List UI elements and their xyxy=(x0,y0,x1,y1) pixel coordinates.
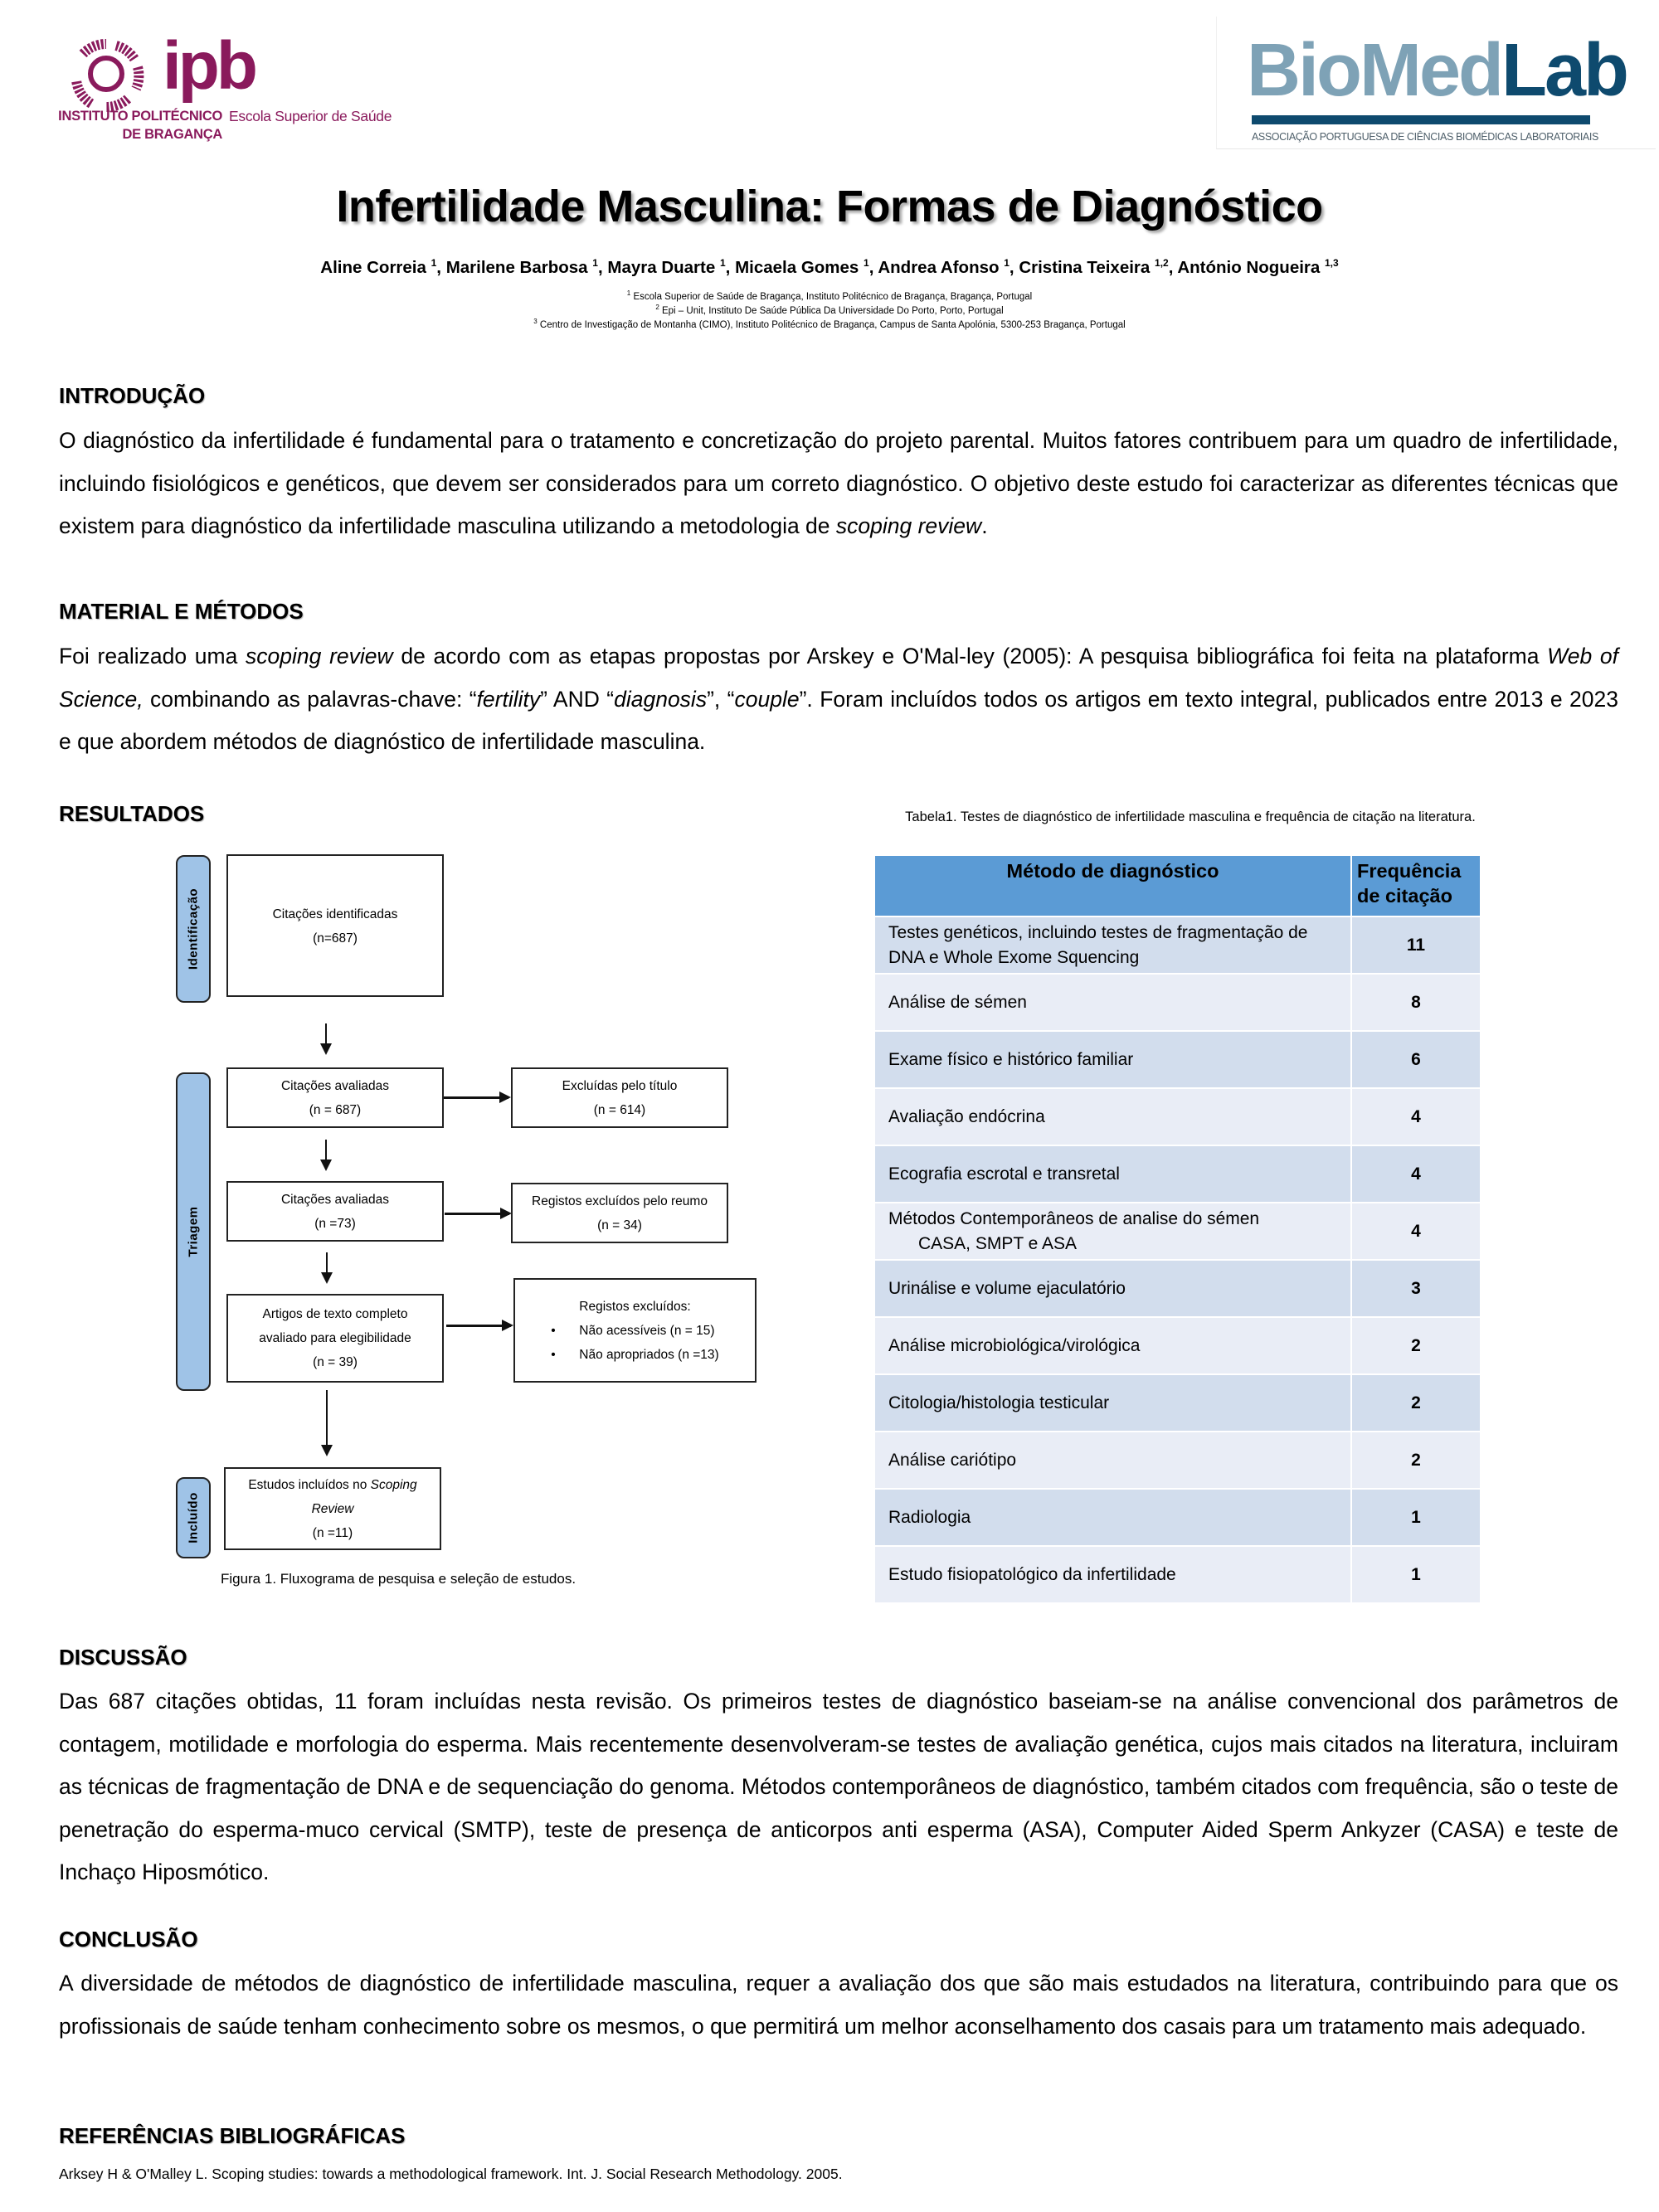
frequency-cell: 4 xyxy=(1351,1203,1481,1260)
table-row xyxy=(874,1546,1481,1603)
ipb-emblem-icon xyxy=(68,39,151,112)
author: Mayra Duarte $^1$ xyxy=(607,257,726,277)
discussion-text: Das 687 citações obtidas, 11 foram incluídas nesta revisão. Os primeiros testes de diagnóstico baseiam-se na análise convencional dos parâmetros de contagem, motilidade e morfologia do esperma. Mais recentemente desenvolveram-se testes de avaliação genética, cujos mais citados na literatura, incluiram as técnicas de fragmentação de DNA e de sequenciação do genoma. Métodos contemporâneos de diagnóstico, também citados com frequência, são o teste de penetração do esperma-muco cervical (SMTP), teste de presença de anticorpos anti esperma (ASA), Computer Aided Sperm Ankyzer (CASA) e teste de Inchaço Hiposmótico. xyxy=(59,1689,1618,1884)
arrow-right xyxy=(446,1325,511,1327)
frequency-cell: 3 xyxy=(1351,1260,1481,1317)
author-affiliation-mark: 1 xyxy=(719,257,726,269)
intro-heading: INTRODUÇÃO xyxy=(59,383,206,408)
reference-item: Arksey H & O'Malley L. Scoping studies: towards a methodological framework. Int. J. Social Research Methodology. 2005. xyxy=(59,2166,843,2182)
table-row xyxy=(874,1374,1481,1432)
discussion-heading: DISCUSSÃO xyxy=(59,1645,187,1670)
author: Marilene Barbosa $^1$ xyxy=(445,257,598,277)
box-count: (n =73) xyxy=(314,1216,356,1231)
method-cell: Estudo fisiopatológico da infertilidade xyxy=(874,1546,1351,1603)
author: Andrea Afonso $^1$ xyxy=(878,257,1010,277)
frequency-cell: 11 xyxy=(1351,916,1481,974)
ipb-letters: ipb xyxy=(163,28,255,104)
box-count: (n=687) xyxy=(313,931,358,946)
methods-heading: MATERIAL E MÉTODOS xyxy=(59,599,304,624)
frequency-cell: 2 xyxy=(1351,1317,1481,1374)
column-header-frequency: Frequência de citação xyxy=(1351,855,1481,916)
method-cell: Testes genéticos, incluindo testes de fragmentação de DNA e Whole Exome Squencing xyxy=(874,916,1351,974)
method-cell: Radiologia xyxy=(874,1489,1351,1546)
frequency-cell: 6 xyxy=(1351,1031,1481,1088)
method-cell: Ecografia escrotal e transretal xyxy=(874,1145,1351,1203)
frequency-cell: 2 xyxy=(1351,1374,1481,1432)
author: Cristina Teixeira $^{1,2}$ xyxy=(1019,257,1169,277)
phase-label: Incluído xyxy=(186,1492,201,1544)
results-heading: RESULTADOS xyxy=(59,801,205,826)
exclusion-item: • Não apropriados (n =13) xyxy=(551,1343,718,1367)
ipb-institution-line2: DE BRAGANÇA xyxy=(122,127,222,142)
arrow-down xyxy=(325,1140,327,1169)
ipb-institution-name xyxy=(48,107,222,143)
affiliation: $^2$ Epi – Unit, Instituto De Saúde Pública Da Universidade Do Porto, Porto, Portugal xyxy=(655,304,1004,316)
table-row xyxy=(874,1031,1481,1088)
arrow-down xyxy=(326,1390,328,1455)
ipb-logo xyxy=(48,28,405,145)
table-row xyxy=(874,1489,1481,1546)
phase-incluido xyxy=(176,1477,211,1558)
box-label: Artigos de texto completo xyxy=(262,1307,408,1321)
phase-label: Triagem xyxy=(186,1206,201,1257)
box-count: (n = 614) xyxy=(593,1102,646,1117)
method-cell: Análise de sémen xyxy=(874,974,1351,1031)
author-affiliation-mark: 1 xyxy=(431,257,437,269)
box-screened xyxy=(226,1067,444,1128)
box-label: Citações identificadas xyxy=(272,907,398,921)
author: Aline Correia $^1$ xyxy=(320,257,437,277)
arrow-right xyxy=(444,1096,508,1099)
table-row xyxy=(874,1088,1481,1145)
intro-text: O diagnóstico da infertilidade é fundamental para o tratamento e concretização do projeto parental. Muitos fatores contribuem para um quadro de infertilidade, incluindo fisiológicos e genéticos, que devem ser considerados para um correto diagnóstico. O objetivo deste estudo foi caracterizar as diferentes técnicas que existem para diagnóstico da infertilidade masculina utilizando a metodologia de scoping review. xyxy=(59,428,1618,538)
author-affiliation-mark: 1 xyxy=(592,257,598,269)
biomedlab-wordmark xyxy=(1247,29,1627,112)
author-affiliation-mark: 1,2 xyxy=(1155,257,1169,269)
frequency-cell: 8 xyxy=(1351,974,1481,1031)
frequency-cell: 1 xyxy=(1351,1546,1481,1603)
arrow-down xyxy=(325,1023,327,1053)
biomedlab-logo xyxy=(1216,17,1656,149)
box-label: Review xyxy=(311,1501,354,1516)
frequency-cell: 1 xyxy=(1351,1489,1481,1546)
method-cell: Análise cariótipo xyxy=(874,1432,1351,1489)
box-included xyxy=(224,1467,441,1550)
table-row xyxy=(874,1203,1481,1260)
box-label: Estudos incluídos no Scoping xyxy=(248,1477,417,1492)
box-fulltext xyxy=(226,1294,444,1383)
table-header-row xyxy=(874,855,1481,916)
frequency-cell: 4 xyxy=(1351,1145,1481,1203)
table-row xyxy=(874,916,1481,974)
biomedlab-subtitle: ASSOCIAÇÃO PORTUGUESA DE CIÊNCIAS BIOMÉDICAS LABORATORIAIS xyxy=(1252,131,1598,143)
arrow-down xyxy=(326,1252,328,1282)
author: Micaela Gomes $^1$ xyxy=(735,257,869,277)
frequency-cell: 2 xyxy=(1351,1432,1481,1489)
table-row xyxy=(874,1260,1481,1317)
methods-text: Foi realizado uma scoping review de acordo com as etapas propostas por Arskey e O'Mal-ley (2005): A pesquisa bibliográfica foi feita na plataforma Web of Science, combinando as palavras-chave: “fertility” AND “diagnosis”, “couple”. Foram incluídos todos os artigos em texto integral, publicados entre 2013 e 2023 e que abordem métodos de diagnóstico de infertilidade masculina. xyxy=(59,644,1618,754)
method-cell: Exame físico e histórico familiar xyxy=(874,1031,1351,1088)
box-excluded-abstract xyxy=(511,1183,728,1243)
frequency-cell: 4 xyxy=(1351,1088,1481,1145)
box-identified xyxy=(226,854,444,997)
box-label: avaliado para elegibilidade xyxy=(259,1331,411,1345)
table-row xyxy=(874,1432,1481,1489)
box-excluded-fulltext xyxy=(513,1278,757,1383)
author-affiliation-mark: 1 xyxy=(864,257,869,269)
references-heading: REFERÊNCIAS BIBLIOGRÁFICAS xyxy=(59,2123,406,2148)
affiliation: $^1$ Escola Superior de Saúde de Bragança, Instituto Politécnico de Bragança, Bragança, Portugal xyxy=(626,289,1033,302)
box-count: (n = 687) xyxy=(309,1102,362,1117)
box-label: Registos excluídos: xyxy=(579,1299,691,1314)
phase-identificacao xyxy=(176,855,211,1003)
diagnostic-methods-table xyxy=(873,854,1481,1604)
author: António Nogueira $^{1,3}$ xyxy=(1177,257,1339,277)
ipb-institution-line1: INSTITUTO POLITÉCNICO xyxy=(58,109,222,124)
method-cell: Avaliação endócrina xyxy=(874,1088,1351,1145)
author-affiliation-mark: 1 xyxy=(1004,257,1010,269)
author-list: Aline Correia $^1$, Marilene Barbosa $^1$, Mayra Duarte $^1$, Micaela Gomes $^1$, Andrea Afonso $^1$, Cristina Teixeira $^{1,2}$, António Nogueira $^{1,3}$ xyxy=(320,257,1339,277)
author-affiliation-mark: 1,3 xyxy=(1325,257,1339,269)
exclusion-item: • Não acessíveis (n = 15) xyxy=(551,1319,718,1343)
biomedlab-word-dark: Lab xyxy=(1501,29,1627,112)
box-label: Citações avaliadas xyxy=(280,1078,390,1093)
affiliation-list xyxy=(0,290,1659,333)
column-header-method: Método de diagnóstico xyxy=(874,855,1351,916)
method-cell: Citologia/histologia testicular xyxy=(874,1374,1351,1432)
table-row xyxy=(874,1145,1481,1203)
box-abstract-screened xyxy=(226,1181,444,1242)
conclusion-text: A diversidade de métodos de diagnóstico de infertilidade masculina, requer a avaliação dos que são mais estudados na literatura, contribuindo para que os profissionais de saúde tenham conhecimento sobre os mesmos, o que permitirá um melhor aconselhamento dos casais para um tratamento mais adequado. xyxy=(59,1971,1618,2039)
conclusion-heading: CONCLUSÃO xyxy=(59,1927,198,1952)
box-excluded-title xyxy=(511,1067,728,1128)
table-row xyxy=(874,974,1481,1031)
method-cell: Urinálise e volume ejaculatório xyxy=(874,1260,1351,1317)
biomedlab-word-light: BioMed xyxy=(1247,29,1501,112)
box-count: (n = 34) xyxy=(597,1218,642,1232)
box-count: (n = 39) xyxy=(313,1355,358,1369)
box-label: Registos excluídos pelo reumo xyxy=(532,1194,708,1208)
phase-label: Identificação xyxy=(186,887,201,970)
method-cell: Métodos Contemporâneos de analise do sémen CASA, SMPT e ASA xyxy=(874,1203,1351,1260)
poster-title: Infertilidade Masculina: Formas de Diagnóstico xyxy=(336,182,1323,231)
box-label: Excluídas pelo título xyxy=(562,1078,678,1093)
box-count: (n =11) xyxy=(312,1525,353,1540)
method-cell: Análise microbiológica/virológica xyxy=(874,1317,1351,1374)
ipb-school-name: Escola Superior de Saúde xyxy=(229,108,392,124)
table-row xyxy=(874,1317,1481,1374)
arrow-right xyxy=(445,1213,509,1215)
affiliation: $^3$ Centro de Investigação de Montanha (CIMO), Instituto Politécnico de Bragança, Campus de Santa Apolónia, 5300-253 Bragança, Portugal xyxy=(533,318,1126,330)
phase-triagem xyxy=(176,1072,211,1391)
biomedlab-underline xyxy=(1252,115,1590,124)
box-label: Citações avaliadas xyxy=(280,1192,390,1207)
figure-caption: Figura 1. Fluxograma de pesquisa e seleção de estudos. xyxy=(220,1571,577,1587)
table-caption: Tabela1. Testes de diagnóstico de infertilidade masculina e frequência de citação na literatura. xyxy=(905,809,1476,824)
exclusion-list xyxy=(551,1319,718,1367)
